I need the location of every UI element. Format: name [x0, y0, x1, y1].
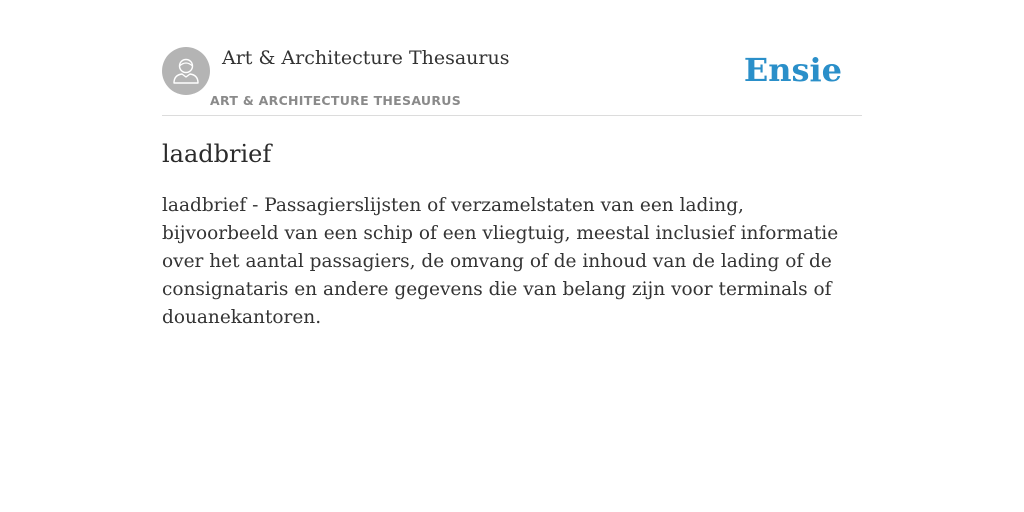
- author-name[interactable]: Art & Architecture Thesaurus: [222, 47, 510, 69]
- author-subtitle[interactable]: ART & ARCHITECTURE THESAURUS: [210, 93, 462, 108]
- header: [162, 0, 862, 116]
- brand-logo[interactable]: Ensie: [743, 51, 842, 89]
- page-container: [162, 0, 862, 328]
- entry-term: laadbrief: [162, 140, 272, 168]
- entry-definition: laadbrief - Passagierslijsten of verzamelstaten van een lading, bijvoorbeeld van een schip of een vliegtuig, meestal inclusief informatie over het aantal passagiers, de omvang of de inhoud van de lading of de consignataris en andere gegevens die van belang zijn voor terminals of douanekantoren.: [162, 195, 839, 328]
- user-silhouette-icon[interactable]: [162, 47, 210, 95]
